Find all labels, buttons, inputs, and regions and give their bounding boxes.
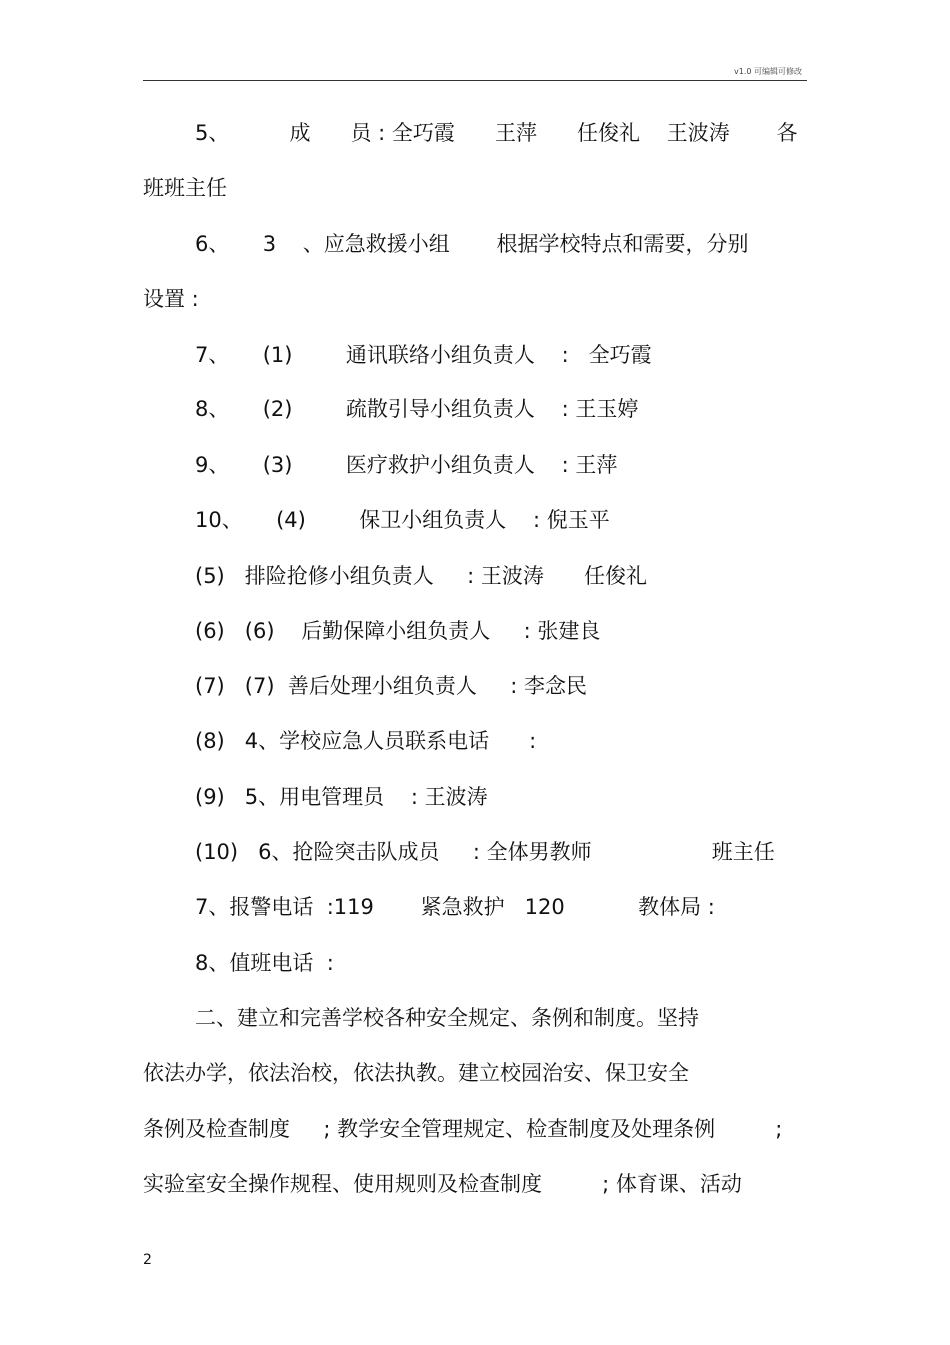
- text-line: (8) 4、学校应急人员联系电话 :: [195, 729, 537, 753]
- text-line: (7) (7) 善后处理小组负责人 : 李念民: [195, 674, 587, 698]
- text-line: 8、值班电话 :: [195, 951, 334, 975]
- text-line: 设置 :: [143, 287, 199, 311]
- text-line: 依法办学，依法治校，依法执教。建立校园治安、保卫安全: [143, 1061, 689, 1085]
- text-line: (9) 5、用电管理员 : 王波涛: [195, 785, 488, 809]
- text-line: 7、 (1) 通讯联络小组负责人 : 全巧霞: [195, 343, 652, 367]
- header-version-note: v1.0 可编辑可修改: [734, 67, 802, 76]
- text-line: (10) 6、抢险突击队成员 : 全体男教师 班主任: [195, 840, 775, 864]
- text-line: (6) (6) 后勤保障小组负责人 : 张建良: [195, 619, 601, 643]
- header-rule: [143, 80, 807, 81]
- text-line: 5、 成 员 : 全巧霞 王萍 任俊礼 王波涛 各: [195, 121, 798, 145]
- text-line: 10、 (4) 保卫小组负责人 : 倪玉平: [195, 508, 610, 532]
- text-line: 实验室安全操作规程、使用规则及检查制度 ; 体育课、活动: [143, 1172, 742, 1196]
- page-number: 2: [143, 1252, 152, 1268]
- text-line: 9、 (3) 医疗救护小组负责人 : 王萍: [195, 453, 618, 477]
- text-line: 二、建立和完善学校各种安全规定、条例和制度。坚持: [195, 1006, 699, 1030]
- text-line: (5) 排险抢修小组负责人 : 王波涛 任俊礼: [195, 564, 647, 588]
- text-line: 班班主任: [143, 176, 227, 200]
- text-line: 7、报警电话 :119 紧急救护 120 教体局 :: [195, 895, 715, 919]
- text-line: 6、 3 、应急救援小组 根据学校特点和需要，分别: [195, 232, 749, 256]
- text-line: 条例及检查制度 ; 教学安全管理规定、检查制度及处理条例 ;: [143, 1117, 783, 1141]
- text-line: 8、 (2) 疏散引导小组负责人 : 王玉婷: [195, 397, 639, 421]
